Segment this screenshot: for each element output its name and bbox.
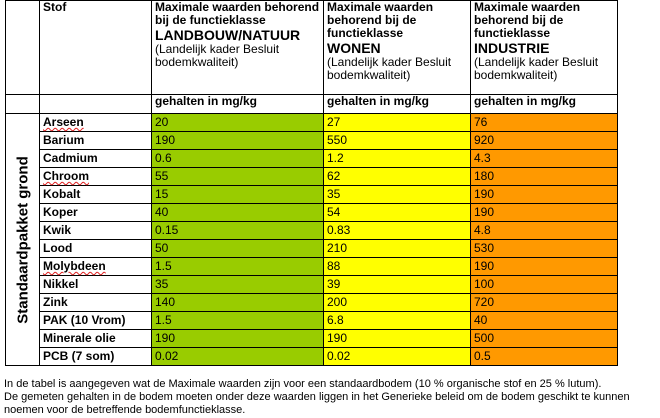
substance-label: Cadmium [43,151,98,165]
header-intro: Maximale waarden behorend bij de functieklasse [327,0,434,40]
value-cell: 1.5 [152,312,324,330]
unit-label: gehalten in mg/kg [152,95,324,114]
unit-label: gehalten in mg/kg [471,95,618,114]
table-row [6,240,618,258]
value-cell: 200 [324,294,471,312]
substance-label: Arseen [43,115,84,129]
table-row [6,204,618,222]
value-cell: 140 [152,294,324,312]
value-cell: 4.8 [471,222,618,240]
class-name: WONEN [327,40,381,56]
substance-name [40,186,152,204]
substance-label: Minerale olie [43,331,116,345]
empty-cell [6,95,40,114]
value-cell: 190 [152,132,324,150]
footer-text [4,378,660,417]
value-cell: 0.15 [152,222,324,240]
value-cell: 210 [324,240,471,258]
table-row [6,186,618,204]
value-cell: 62 [324,168,471,186]
value-cell: 550 [324,132,471,150]
class-header-landbouw [152,1,324,95]
value-cell: 0.6 [152,150,324,168]
substance-name [40,258,152,276]
value-cell: 55 [152,168,324,186]
substance-label: Chroom [43,169,89,183]
empty-cell [40,95,152,114]
class-header-industrie [471,1,618,95]
table-row [6,150,618,168]
table-row [6,294,618,312]
value-cell: 6.8 [324,312,471,330]
table-row [6,312,618,330]
substance-name [40,330,152,348]
value-cell: 190 [324,330,471,348]
value-cell: 88 [324,258,471,276]
value-cell: 35 [152,276,324,294]
substance-name [40,294,152,312]
substance-name [40,222,152,240]
header-note: (Landelijk kader Besluit bodemkwaliteit) [327,55,452,82]
substance-label: PAK (10 Vrom) [43,313,126,327]
value-cell: 35 [324,186,471,204]
value-cell: 39 [324,276,471,294]
substance-label: Nikkel [43,277,79,291]
header-intro: Maximale waarden behorend bij de functieklasse [474,0,581,40]
table-row [6,114,618,132]
value-cell: 40 [471,312,618,330]
value-cell: 720 [471,294,618,312]
table-row [6,168,618,186]
substance-name [40,132,152,150]
substance-name [40,312,152,330]
group-label-cell [6,114,40,366]
substance-label: Lood [43,241,73,255]
value-cell: 0.02 [324,348,471,366]
value-cell: 4.3 [471,150,618,168]
group-label: Standaardpakket grond [14,155,31,324]
value-cell: 0.02 [152,348,324,366]
header-row [6,1,618,95]
value-cell: 190 [471,204,618,222]
value-cell: 20 [152,114,324,132]
norms-table [5,0,618,366]
value-cell: 530 [471,240,618,258]
value-cell: 1.2 [324,150,471,168]
table-row [6,222,618,240]
value-cell: 50 [152,240,324,258]
value-cell: 190 [152,330,324,348]
substance-name [40,150,152,168]
header-note: (Landelijk kader Besluit bodemkwaliteit) [155,42,280,69]
value-cell: 180 [471,168,618,186]
value-cell: 15 [152,186,324,204]
value-cell: 0.5 [471,348,618,366]
class-name: LANDBOUW/NATUUR [155,27,301,43]
value-cell: 76 [471,114,618,132]
value-cell: 190 [471,258,618,276]
substance-name [40,276,152,294]
substance-label: Barium [43,133,85,147]
table-row [6,276,618,294]
value-cell: 0.83 [324,222,471,240]
substance-name [40,114,152,132]
value-cell: 27 [324,114,471,132]
substance-label: PCB (7 som) [43,349,115,363]
substance-label: Kobalt [43,187,81,201]
footer-line: In de tabel is aangegeven wat de Maximale waarden zijn voor een standaardbodem (10 % organische stof en 25 % lutum). [4,378,602,390]
substance-label: Kwik [43,223,72,237]
header-note: (Landelijk kader Besluit bodemkwaliteit) [474,55,599,82]
value-cell: 100 [471,276,618,294]
class-name: INDUSTRIE [474,40,550,56]
header-intro: Maximale waarden behorend bij de functieklasse [155,0,320,27]
substance-label: Koper [43,205,78,219]
value-cell: 190 [471,186,618,204]
substance-name [40,348,152,366]
substance-label: Zink [43,295,68,309]
empty-cell [6,1,40,95]
value-cell: 54 [324,204,471,222]
unit-label: gehalten in mg/kg [324,95,471,114]
value-cell: 40 [152,204,324,222]
value-cell: 920 [471,132,618,150]
substance-name [40,240,152,258]
unit-row [6,95,618,114]
substance-name [40,204,152,222]
table-row [6,330,618,348]
substance-name [40,168,152,186]
table-row [6,348,618,366]
table-row [6,132,618,150]
value-cell: 500 [471,330,618,348]
value-cell: 1.5 [152,258,324,276]
table-row [6,258,618,276]
stof-header: Stof [40,1,152,95]
class-header-wonen [324,1,471,95]
footer-line: De gemeten gehalten in de bodem moeten onder deze waarden liggen in het Generieke beleid om de bodem geschikt te kunnen noemen voor de betreffende bodemfunctieklasse. [4,391,630,416]
substance-label: Molybdeen [43,259,106,273]
